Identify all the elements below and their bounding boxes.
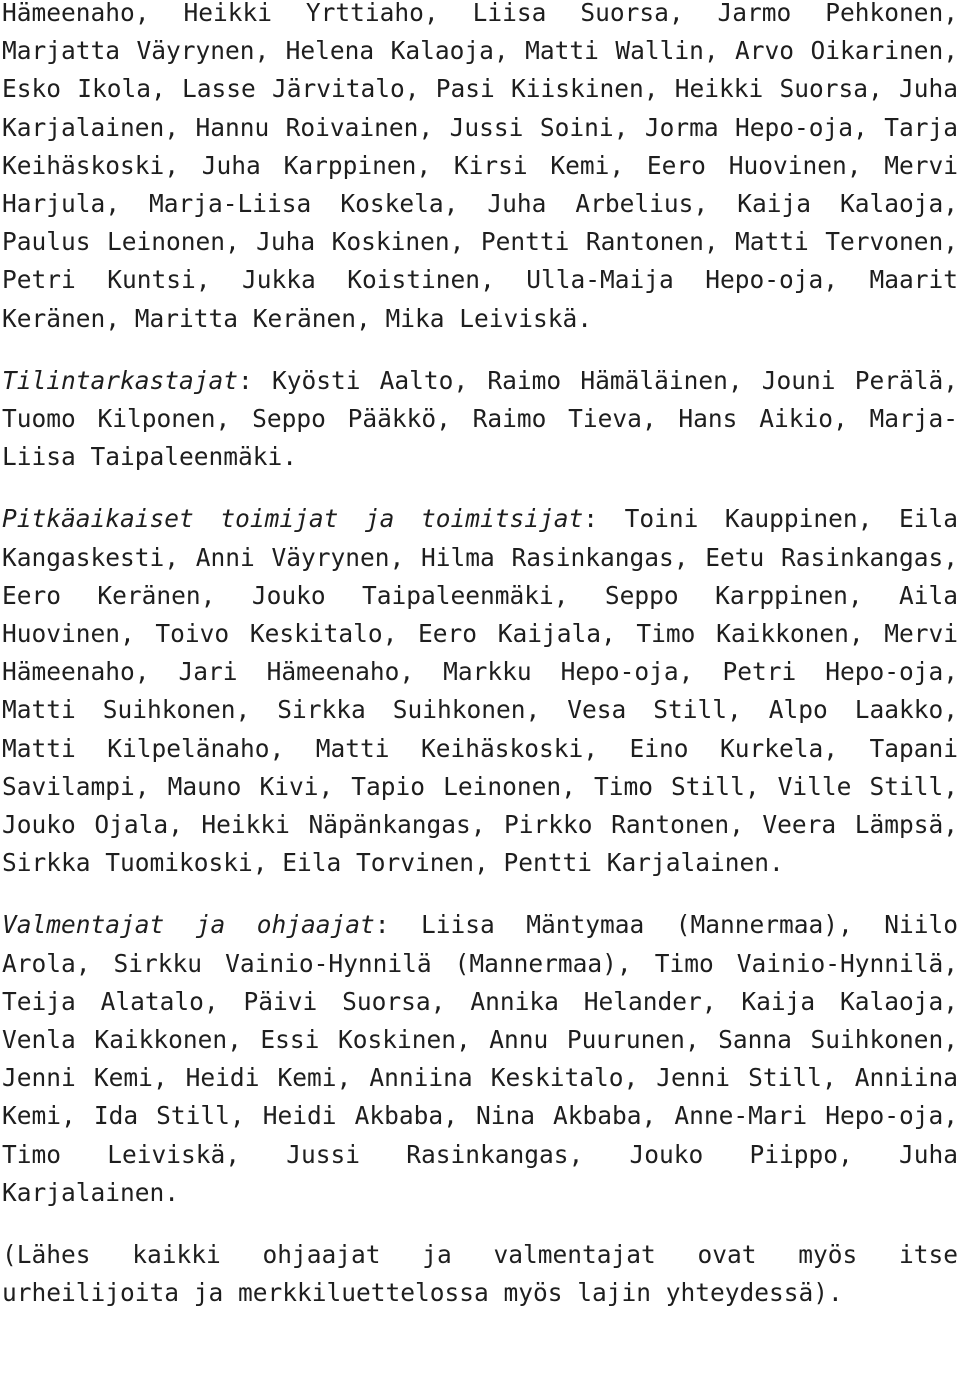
paragraph-text: Toini Kauppinen, Eila Kangaskesti, Anni Väyrynen, Hilma Rasinkangas, Eetu Rasinkangas, Eero Keränen, Jouko Taipaleenmäki, Seppo Karppinen, Aila Huovinen, Toivo Keskitalo, Eero Kaijala, Timo Kaikkonen, Mervi Hämeenaho, Jari Hämeenaho, Markku Hepo-oja, Petri Hepo-oja, Matti Suihkonen, Sirkka Suihkonen, Vesa Still, Alpo Laakko, Matti Kilpelänaho, Matti Keihäskoski, Eino Kurkela, Tapani Savilampi, Mauno Kivi, Tapio Leinonen, Timo Still, Ville Still, Jouko Ojala, Heikki Näpänkangas, Pirkko Rantonen, Veera Lämpsä, Sirkka Tuomikoski, Eila Torvinen, Pentti Karjalainen. xyxy=(2,504,958,878)
paragraph-term: Valmentajat ja ohjaajat xyxy=(2,910,375,940)
paragraph-text: Kyösti Aalto, Raimo Hämäläinen, Jouni Perälä, Tuomo Kilponen, Seppo Pääkkö, Raimo Tieva, Hans Aikio, Marja-Liisa Taipaleenmäki. xyxy=(2,365,958,472)
paragraph-text: (Lähes kaikki ohjaajat ja valmentajat ovat myös itse urheilijoita ja merkkiluettelossa myös lajin yhteydessä). xyxy=(2,1240,958,1308)
paragraph-text: Liisa Mäntymaa (Mannermaa), Niilo Arola, Sirkku Vainio-Hynnilä (Mannermaa), Timo Vainio-Hynnilä, Teija Alatalo, Päivi Suorsa, Annika Helander, Kaija Kalaoja, Venla Kaikkonen, Essi Koskinen, Annu Puurunen, Sanna Suihkonen, Jenni Kemi, Heidi Kemi, Anniina Keskitalo, Jenni Still, Anniina Kemi, Ida Still, Heidi Akbaba, Nina Akbaba, Anne-Mari Hepo-oja, Timo Leiviskä, Jussi Rasinkangas, Jouko Piippo, Juha Karjalainen. xyxy=(2,910,958,1207)
paragraph-separator: : xyxy=(374,910,421,940)
paragraph-term: Tilintarkastajat xyxy=(2,365,239,395)
paragraph-coaches xyxy=(2,906,958,1212)
paragraph-text: Hämeenaho, Heikki Yrttiaho, Liisa Suorsa, Jarmo Pehkonen, Marjatta Väyrynen, Helena Kalaoja, Matti Wallin, Arvo Oikarinen, Esko Ikola, Lasse Järvitalo, Pasi Kiiskinen, Heikki Suorsa, Juha Karjalainen, Hannu Roivainen, Jussi Soini, Jorma Hepo-oja, Tarja Keihäskoski, Juha Karppinen, Kirsi Kemi, Eero Huovinen, Mervi Harjula, Marja-Liisa Koskela, Juha Arbelius, Kaija Kalaoja, Paulus Leinonen, Juha Koskinen, Pentti Rantonen, Matti Tervonen, Petri Kuntsi, Jukka Koistinen, Ulla-Maija Hepo-oja, Maarit Keränen, Maritta Keränen, Mika Leiviskä. xyxy=(2,0,958,333)
document-body xyxy=(2,0,958,1313)
paragraph-long-term-officials xyxy=(2,500,958,882)
paragraph-athletes-continued xyxy=(2,0,958,338)
paragraph-separator: : xyxy=(238,365,272,395)
paragraph-separator: : xyxy=(583,504,625,534)
paragraph-auditors xyxy=(2,362,958,477)
paragraph-term: Pitkäaikaiset toimijat ja toimitsijat xyxy=(2,504,584,534)
paragraph-note xyxy=(2,1236,958,1312)
